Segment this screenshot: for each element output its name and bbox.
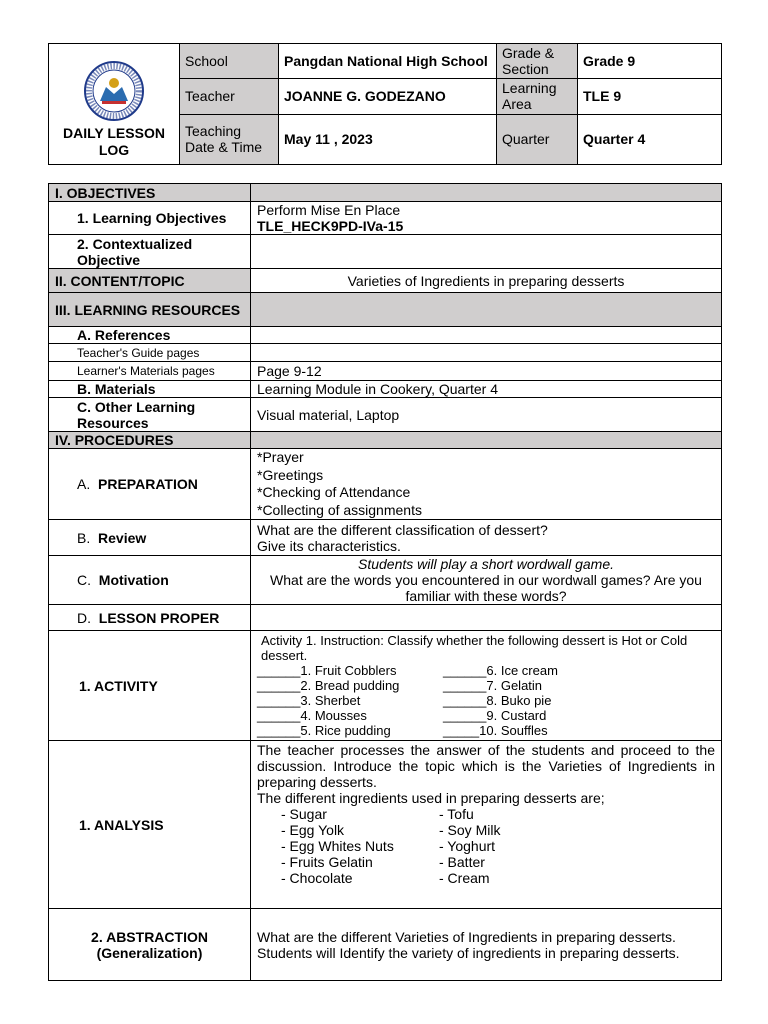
logo-cell [49, 44, 180, 165]
activity-label: 1. ACTIVITY [49, 631, 251, 741]
preparation-label [49, 449, 251, 520]
date-label: Teaching Date & Time [180, 114, 279, 164]
title-line1: DAILY LESSON [63, 125, 165, 141]
lesson-proper-label [49, 605, 251, 631]
quarter-value: Quarter 4 [578, 114, 722, 164]
other-resources-value: Visual material, Laptop [251, 398, 722, 432]
grade-value: Grade 9 [578, 44, 722, 79]
title-line2: LOG [98, 142, 130, 158]
learning-competency-code: TLE_HECK9PD-IVa-15 [257, 218, 404, 234]
preparation-item: *Greetings [257, 466, 324, 483]
ingredient-item: - Egg Yolk [281, 822, 345, 838]
abstraction-label [49, 909, 251, 981]
learners-materials-value: Page 9-12 [251, 362, 722, 381]
activity-value [251, 631, 722, 741]
preparation-item: *Collecting of assignments [257, 501, 422, 518]
teacher-label: Teacher [180, 79, 279, 114]
ingredient-item: - Sugar [281, 806, 327, 822]
teachers-guide-label: Teacher's Guide pages [49, 344, 251, 362]
date-value: May 11 , 2023 [279, 114, 497, 164]
contextualized-label: 2. Contextualized Objective [49, 235, 251, 269]
learning-objective-line: Perform Mise En Place [257, 202, 401, 218]
activity-instruction: Activity 1. Instruction: Classify whether the following dessert is Hot or Cold dessert. [261, 633, 688, 663]
area-label: Learning Area [497, 79, 578, 114]
other-resources-label: C. Other Learning Resources [49, 398, 251, 432]
preparation-letter: A. [77, 476, 91, 492]
motivation-line: What are the words you encountered in our wordwall games? Are you familiar with these words? [270, 572, 702, 604]
activity-item: ______4. Mousses [257, 708, 367, 723]
lesson-table [48, 183, 722, 981]
activity-item: ______3. Sherbet [257, 693, 361, 708]
activity-item: ______2. Bread pudding [257, 678, 400, 693]
teacher-value: JOANNE G. GODEZANO [279, 79, 497, 114]
procedures-heading: IV. PROCEDURES [49, 432, 251, 449]
references-label: A. References [49, 327, 251, 344]
review-line: Give its characteristics. [257, 537, 401, 554]
preparation-item: *Checking of Attendance [257, 484, 411, 500]
content-value: Varieties of Ingredients in preparing desserts [251, 269, 722, 293]
area-value: TLE 9 [578, 79, 722, 114]
ingredient-item: - Batter [439, 854, 485, 870]
lesson-proper-letter: D. [77, 609, 91, 626]
analysis-text: The teacher processes the answer of the students and proceed to the discussion. Introduce the topic which is the Varieties of Ingredients in preparing desserts. [257, 742, 715, 790]
motivation-value [251, 556, 722, 605]
review-line: What are the different classification of dessert? [257, 521, 548, 538]
ingredient-item: - Chocolate [281, 870, 353, 886]
activity-item: ______6. Ice cream [443, 663, 558, 678]
grade-label: Grade & Section [497, 44, 578, 79]
materials-label: B. Materials [49, 381, 251, 398]
review-title: Review [98, 529, 147, 546]
motivation-line: Students will play a short wordwall game. [357, 556, 614, 572]
content-heading: II. CONTENT/TOPIC [49, 269, 251, 293]
analysis-label: 1. ANALYSIS [49, 741, 251, 909]
activity-item: ______9. Custard [443, 708, 547, 723]
resources-heading: III. LEARNING RESOURCES [49, 293, 251, 327]
abstraction-subtitle: (Generalization) [96, 944, 203, 961]
preparation-title: PREPARATION [98, 476, 198, 492]
motivation-title: Motivation [98, 572, 169, 588]
activity-item: ______8. Buko pie [443, 693, 552, 708]
ingredient-item: - Yoghurt [439, 838, 496, 854]
review-letter: B. [77, 529, 91, 546]
ingredient-item: - Fruits Gelatin [281, 854, 373, 870]
ingredient-item: - Egg Whites Nuts [281, 838, 394, 854]
objectives-heading: I. OBJECTIVES [49, 184, 251, 202]
motivation-label [49, 556, 251, 605]
deped-seal-icon [84, 61, 144, 121]
lesson-proper-title: LESSON PROPER [98, 609, 220, 626]
activity-item: ______7. Gelatin [443, 678, 543, 693]
materials-value: Learning Module in Cookery, Quarter 4 [251, 381, 722, 398]
ingredient-item: - Soy Milk [439, 822, 501, 838]
analysis-value [251, 741, 722, 909]
abstraction-text: What are the different Varieties of Ingredients in preparing desserts. [257, 928, 676, 945]
motivation-letter: C. [77, 572, 91, 588]
ingredient-list [257, 806, 715, 886]
abstraction-value [251, 909, 722, 981]
activity-items [257, 663, 715, 738]
learning-objectives-label: 1. Learning Objectives [49, 202, 251, 235]
ingredient-item: - Cream [439, 870, 490, 886]
learners-materials-label: Learner's Materials pages [49, 362, 251, 381]
preparation-value [251, 449, 722, 520]
ingredient-item: - Tofu [439, 806, 474, 822]
school-label: School [180, 44, 279, 79]
quarter-label: Quarter [497, 114, 578, 164]
review-value [251, 520, 722, 556]
analysis-text: The different ingredients used in preparing desserts are; [257, 790, 605, 806]
abstraction-title: 2. ABSTRACTION [91, 928, 208, 945]
activity-item: ______1. Fruit Cobblers [257, 663, 397, 678]
contextualized-value [251, 235, 722, 269]
header-table [48, 43, 722, 165]
preparation-item: *Prayer [257, 449, 304, 465]
review-label [49, 520, 251, 556]
school-value: Pangdan National High School [279, 44, 497, 79]
abstraction-text: Students will Identify the variety of ingredients in preparing desserts. [257, 944, 680, 961]
learning-objectives-value [251, 202, 722, 235]
activity-item: _____10. Souffles [443, 723, 548, 738]
activity-item: ______5. Rice pudding [257, 723, 391, 738]
